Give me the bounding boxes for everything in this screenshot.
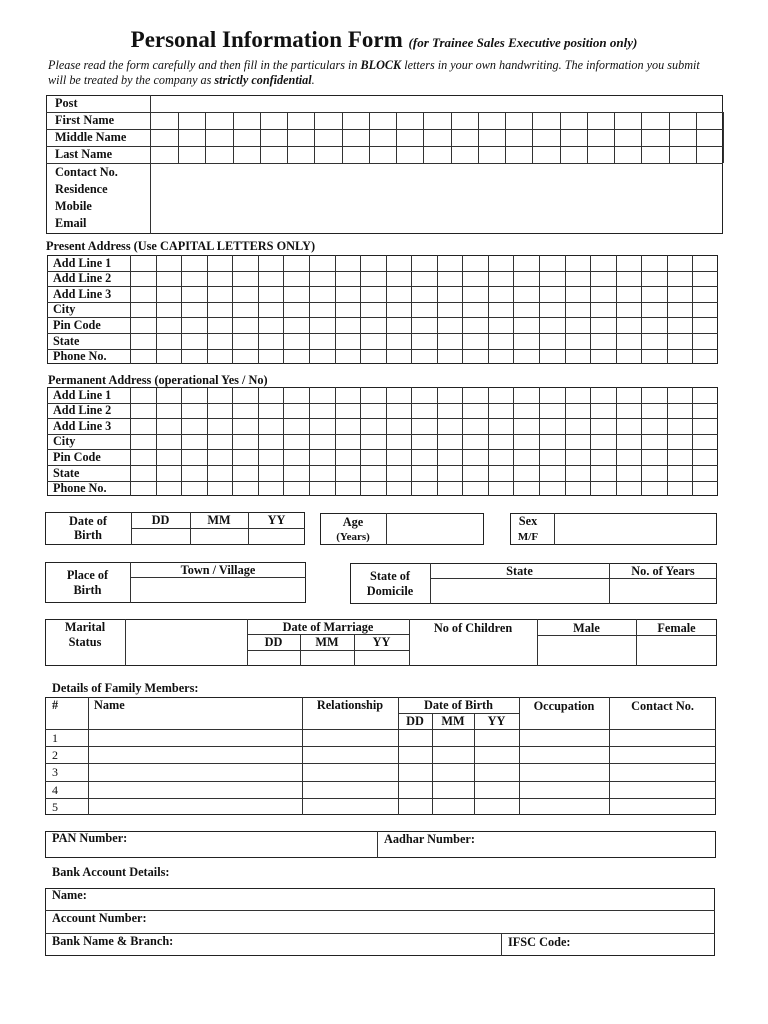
ifsc-label: IFSC Code: [508,935,571,949]
permanent-address-row-input[interactable] [131,450,717,464]
email-label: Email [55,216,87,230]
bank-name-label: Name: [52,888,87,902]
present-address-row-input[interactable] [131,350,717,364]
town-village-input[interactable] [131,578,305,602]
instructions-text-2: letters in your own handwriting. The information you submit will be treated by the company as [48,58,700,87]
family-row-input[interactable] [89,730,715,745]
male-label: Male [573,621,600,635]
family-col-dob: Date of Birth [424,698,493,712]
present-address-row-label: City [53,302,76,317]
first-name-label: First Name [55,113,115,127]
permanent-address-row-label: State [53,465,80,480]
present-address-row-input[interactable] [131,303,717,317]
age-label: Age [342,515,364,529]
present-address-row-label: Phone No. [53,349,107,364]
present-address-heading: Present Address (Use CAPITAL LETTERS ONLY) [46,239,316,253]
permanent-address-row-input[interactable] [131,466,717,480]
family-col-name: Name [94,698,125,712]
contact-label: Contact No. [55,165,118,179]
form-title: Personal Information Form [130,27,403,52]
post-label: Post [55,96,78,110]
family-row-input[interactable] [89,764,715,779]
family-dob-dd: DD [406,714,424,728]
dob-dd: DD [151,513,170,527]
family-dob-yy: YY [487,714,506,728]
family-row-input[interactable] [89,782,715,797]
male-children-input[interactable] [538,636,635,665]
instructions-text-1: Please read the form carefully and then fill in the particulars in [48,58,361,72]
present-address-row-label: State [53,333,80,348]
pan-input[interactable] [150,832,375,857]
permanent-address-row-label: Pin Code [53,449,101,464]
permanent-address-row-input[interactable] [131,388,717,402]
town-village-label: Town / Village [180,563,256,577]
last-name-label: Last Name [55,147,113,161]
family-row-number: 1 [52,731,58,745]
family-row-number: 5 [52,799,58,814]
mobile-label: Mobile [55,199,92,213]
instructions-block-word: BLOCK [360,58,402,72]
post-field[interactable] [151,96,722,111]
marriage-date-label: Date of Marriage [282,620,374,634]
family-col-occupation: Occupation [533,699,595,713]
permanent-address-row-input[interactable] [131,419,717,433]
family-row-number: 4 [52,782,58,797]
last-name-field[interactable] [151,147,722,162]
age-unit: (Years) [336,531,370,543]
domicile-years-input[interactable] [610,579,716,603]
present-address-row-input[interactable] [131,334,717,348]
children-label: No of Children [433,621,513,635]
permanent-address-row-label: City [53,434,76,449]
instructions-end: . [311,73,315,87]
pan-label: PAN Number: [52,831,128,845]
female-children-input[interactable] [637,636,716,665]
account-number-label: Account Number: [52,911,147,925]
account-number-input[interactable] [165,912,714,932]
present-address-row-label: Add Line 2 [53,271,112,286]
aadhar-input[interactable] [490,832,715,857]
domicile-label-2: Domicile [366,584,414,598]
age-input[interactable] [387,514,483,544]
family-col-num: # [52,698,59,712]
present-address-row-input[interactable] [131,287,717,301]
permanent-address-heading: Permanent Address (operational Yes / No) [48,373,268,387]
family-row-number: 2 [52,748,58,763]
sex-options: M/F [517,531,539,543]
marriage-dd: DD [264,635,283,649]
domicile-state-label: State [506,564,533,578]
family-dob-mm: MM [441,714,465,728]
middle-name-label: Middle Name [55,130,127,144]
family-heading: Details of Family Members: [52,681,199,695]
present-address-row-input[interactable] [131,272,717,286]
family-col-relationship: Relationship [316,698,384,712]
present-address-row-label: Add Line 3 [53,286,112,301]
female-label: Female [657,621,696,635]
dob-mm: MM [207,513,231,527]
form-subtitle: (for Trainee Sales Executive position only) [408,35,638,50]
aadhar-label: Aadhar Number: [384,832,475,846]
family-col-contact: Contact No. [631,699,694,713]
first-name-field[interactable] [151,113,722,128]
ifsc-input[interactable] [585,935,714,955]
dob-label-2: Birth [73,528,102,542]
domicile-state-input[interactable] [431,579,608,603]
bank-branch-label: Bank Name & Branch: [52,934,174,948]
permanent-address-row-input[interactable] [131,435,717,449]
sex-label: Sex [518,514,538,528]
instructions [48,58,720,88]
permanent-address-row-label: Add Line 3 [53,418,112,433]
birth-label-1: Place of [66,568,109,582]
family-row-number: 3 [52,765,58,780]
marital-label-2: Status [68,635,102,649]
permanent-address-row-label: Phone No. [53,481,107,496]
marital-label-1: Marital [64,620,106,634]
present-address-row-input[interactable] [131,318,717,332]
family-row-input[interactable] [89,799,715,814]
dob-input[interactable] [132,529,304,544]
domicile-label-1: State of [370,569,410,583]
marriage-mm: MM [315,635,339,649]
permanent-address-row-label: Add Line 2 [53,403,112,418]
dob-yy: YY [267,513,286,527]
page-title [0,27,768,53]
present-address-row-label: Pin Code [53,317,101,332]
marriage-yy: YY [372,635,391,649]
permanent-address-row-input[interactable] [131,482,717,496]
name-char-divider [723,112,724,163]
domicile-years-label: No. of Years [631,564,695,578]
bank-name-input[interactable] [100,889,714,909]
family-row-input[interactable] [89,747,715,762]
sex-input[interactable] [555,514,716,544]
marital-status-input[interactable] [126,620,246,665]
birth-label-2: Birth [73,583,102,597]
present-address-row-input[interactable] [131,256,717,270]
bank-branch-input[interactable] [200,935,500,955]
bank-heading: Bank Account Details: [52,865,170,879]
contact-field[interactable] [151,164,722,233]
residence-label: Residence [55,182,108,196]
permanent-address-row-label: Add Line 1 [53,387,112,402]
present-address-row-label: Add Line 1 [53,255,112,270]
permanent-address-row-input[interactable] [131,404,717,418]
instructions-confidential: strictly confidential [214,73,312,87]
dob-label-1: Date of [69,514,107,528]
middle-name-field[interactable] [151,130,722,145]
